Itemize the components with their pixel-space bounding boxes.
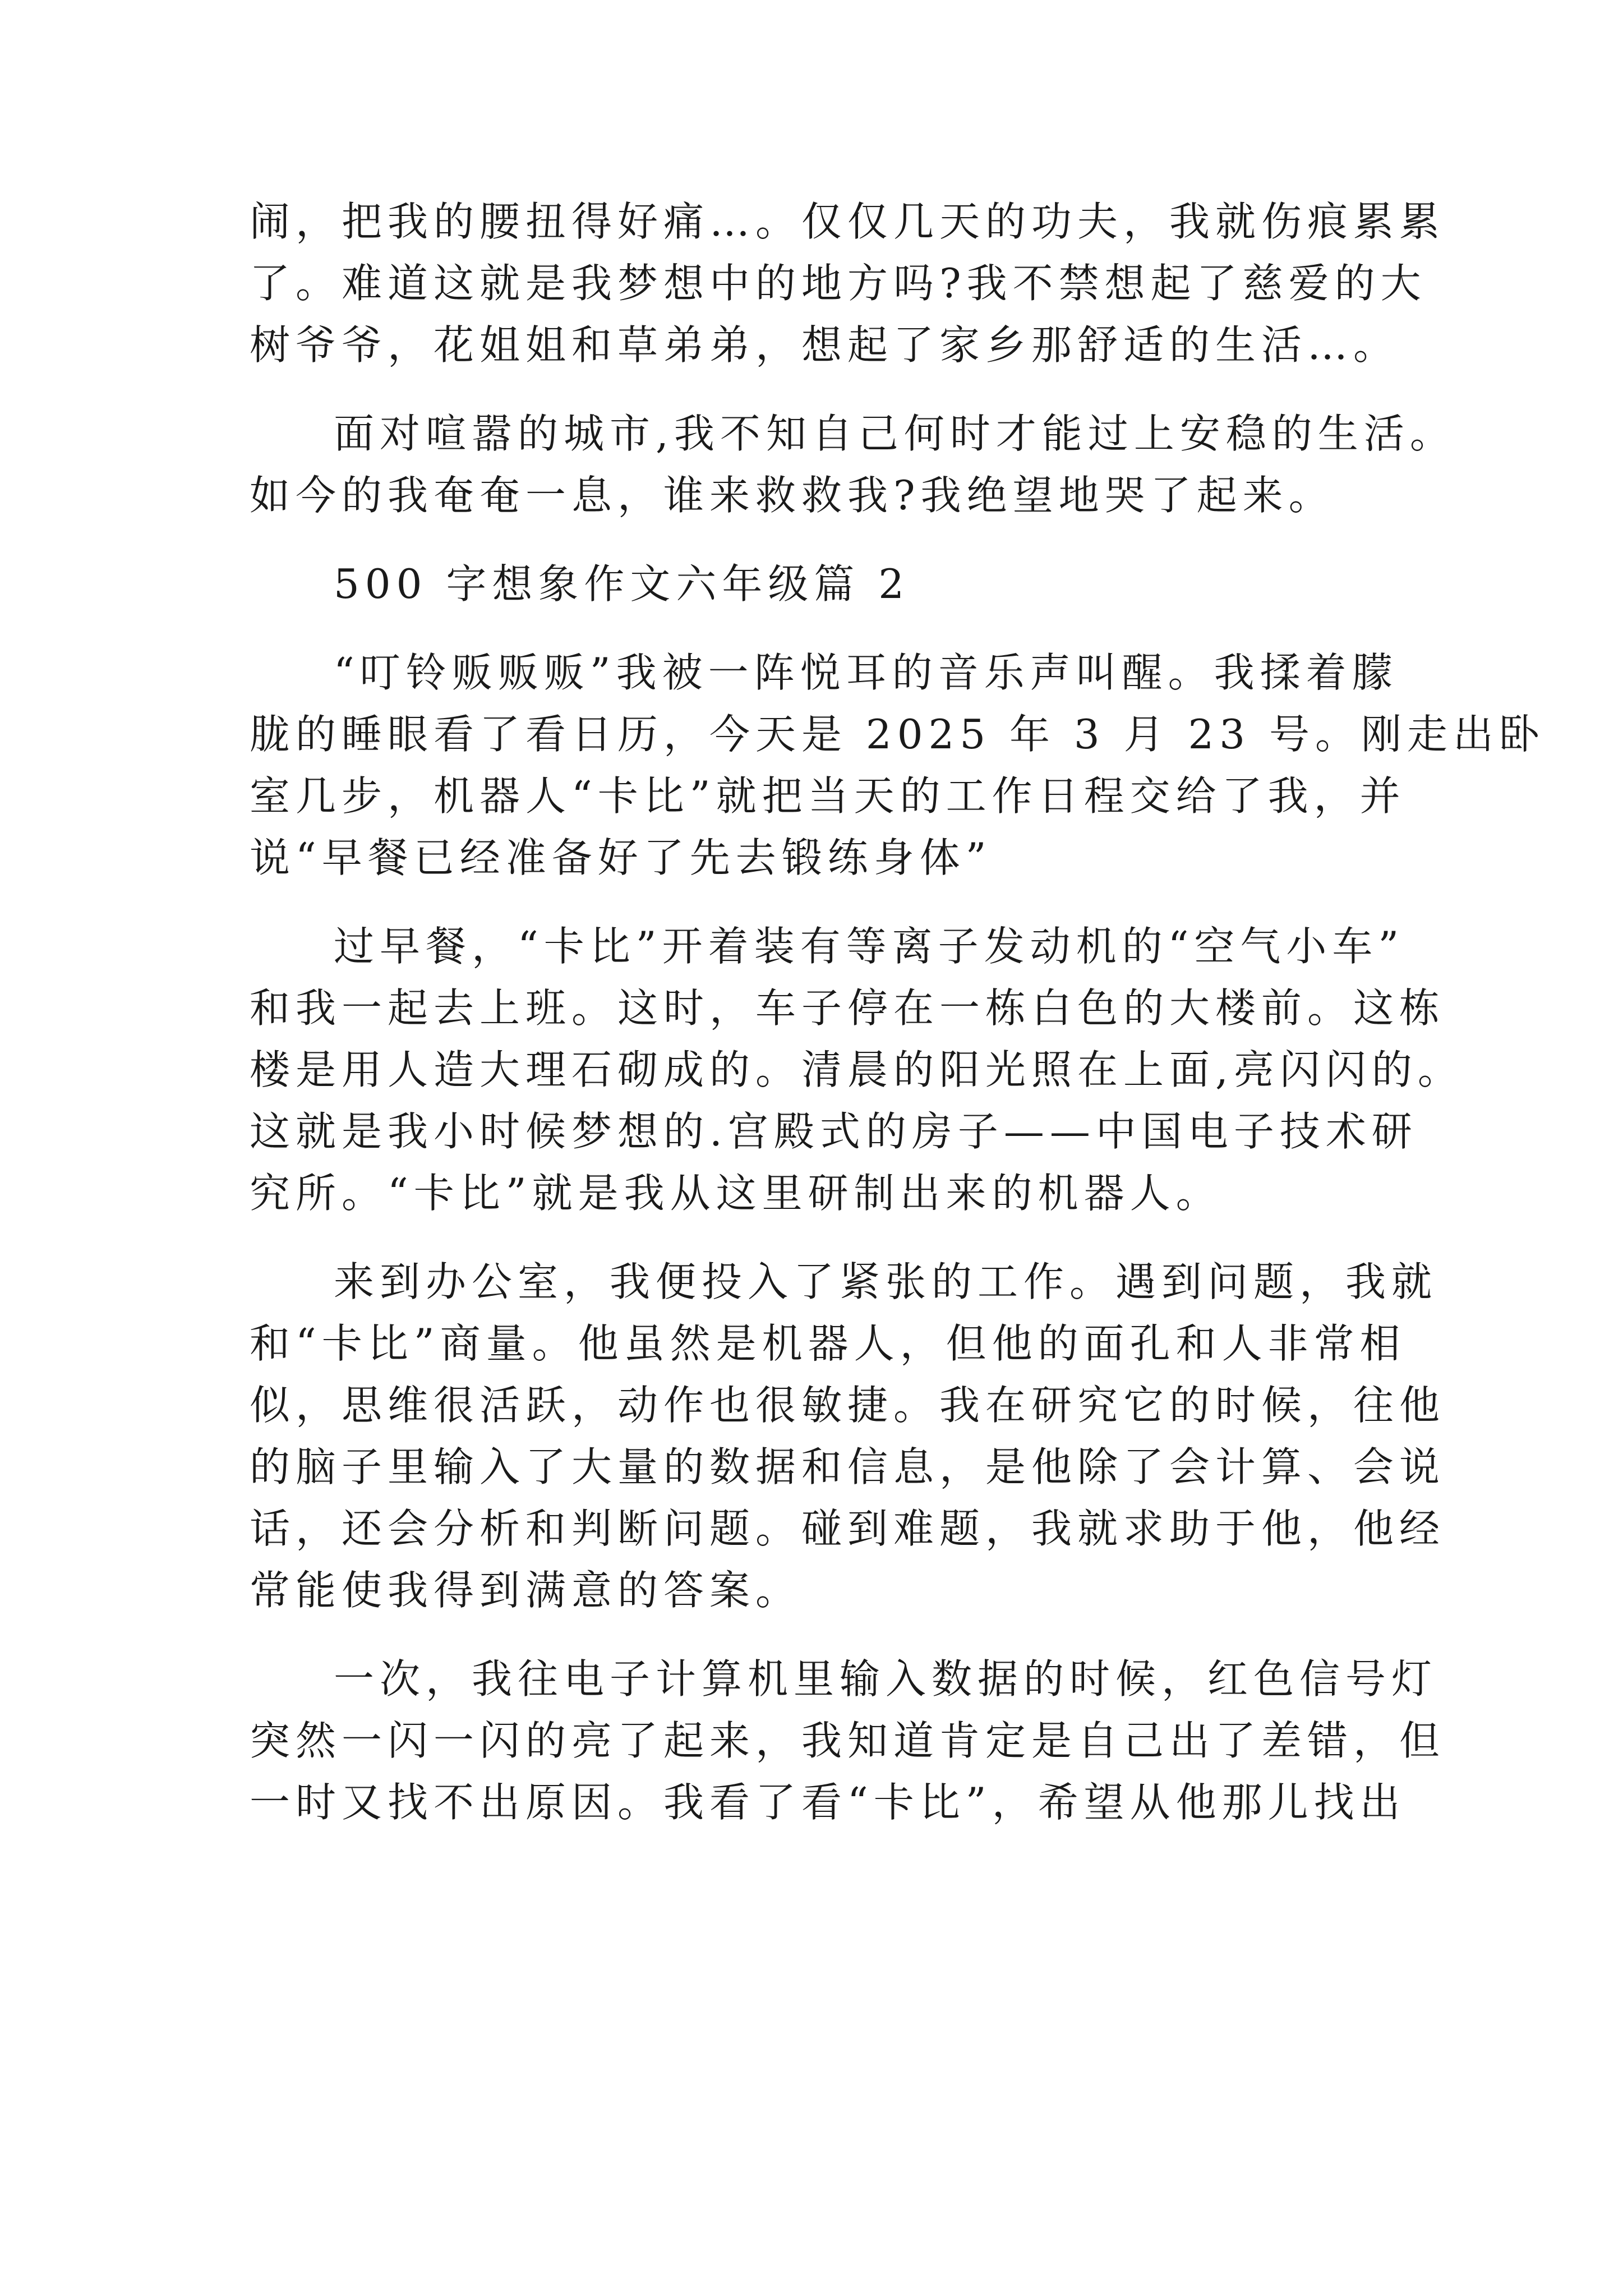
text-line: 一时又找不出原因。我看了看“卡比”，希望从他那儿找出	[250, 1779, 1406, 1826]
text-line: 似，思维很活跃，动作也很敏捷。我在研究它的时候，往他	[250, 1382, 1446, 1429]
text-line: 面对喧嚣的城市,我不知自己何时才能过上安稳的生活。	[334, 410, 1456, 457]
text-line: 和我一起去上班。这时，车子停在一栋白色的大楼前。这栋	[250, 984, 1446, 1032]
section-heading	[250, 553, 1394, 615]
paragraph	[250, 642, 1545, 889]
paragraph	[250, 403, 1456, 526]
essay-text	[250, 191, 1545, 1833]
paragraph	[250, 915, 1464, 1224]
text-line: 闹，把我的腰扭得好痛…。仅仅几天的功夫，我就伤痕累累	[250, 198, 1446, 245]
text-line: 究所。“卡比”就是我从这里研制出来的机器人。	[250, 1170, 1222, 1217]
text-line: 一次，我往电子计算机里输入数据的时候，红色信号灯	[334, 1655, 1438, 1703]
text-line: 室几步，机器人“卡比”就把当天的工作日程交给了我，并	[250, 772, 1406, 820]
text-line: 过早餐，“卡比”开着装有等离子发动机的“空气小车”	[334, 923, 1405, 970]
text-line: 如今的我奄奄一息，谁来救救我?我绝望地哭了起来。	[250, 472, 1335, 519]
text-line: 来到办公室，我便投入了紧张的工作。遇到问题，我就	[334, 1258, 1438, 1305]
text-line: 话，还会分析和判断问题。碰到难题，我就求助于他，他经	[250, 1505, 1446, 1552]
text-line: 这就是我小时候梦想的.宫殿式的房子——中国电子技术研	[250, 1108, 1418, 1155]
text-line: 突然一闪一闪的亮了起来，我知道肯定是自己出了差错，但	[250, 1717, 1446, 1764]
text-line: 胧的睡眼看了看日历，今天是 2025 年 3 月 23 号。刚走出卧	[250, 711, 1545, 758]
paragraph	[250, 1251, 1446, 1621]
text-line: 说“早餐已经准备好了先去锻练身体”	[250, 834, 992, 881]
paragraph	[250, 191, 1446, 376]
paragraph	[250, 1648, 1446, 1833]
text-line: 楼是用人造大理石砌成的。清晨的阳光照在上面,亮闪闪的。	[250, 1046, 1464, 1093]
text-line: 常能使我得到满意的答案。	[250, 1567, 802, 1614]
text-line: 的脑子里输入了大量的数据和信息，是他除了会计算、会说	[250, 1443, 1446, 1490]
section-heading-text: 500 字想象作文六年级篇 2	[334, 560, 910, 608]
text-line: 了。难道这就是我梦想中的地方吗?我不禁想起了慈爱的大	[250, 260, 1427, 307]
text-line: 和“卡比”商量。他虽然是机器人，但他的面孔和人非常相	[250, 1320, 1406, 1367]
text-line: “叮铃贩贩贩”我被一阵悦耳的音乐声叫醒。我揉着朦	[334, 649, 1398, 696]
text-line: 树爷爷，花姐姐和草弟弟，想起了家乡那舒适的生活…。	[250, 321, 1400, 369]
